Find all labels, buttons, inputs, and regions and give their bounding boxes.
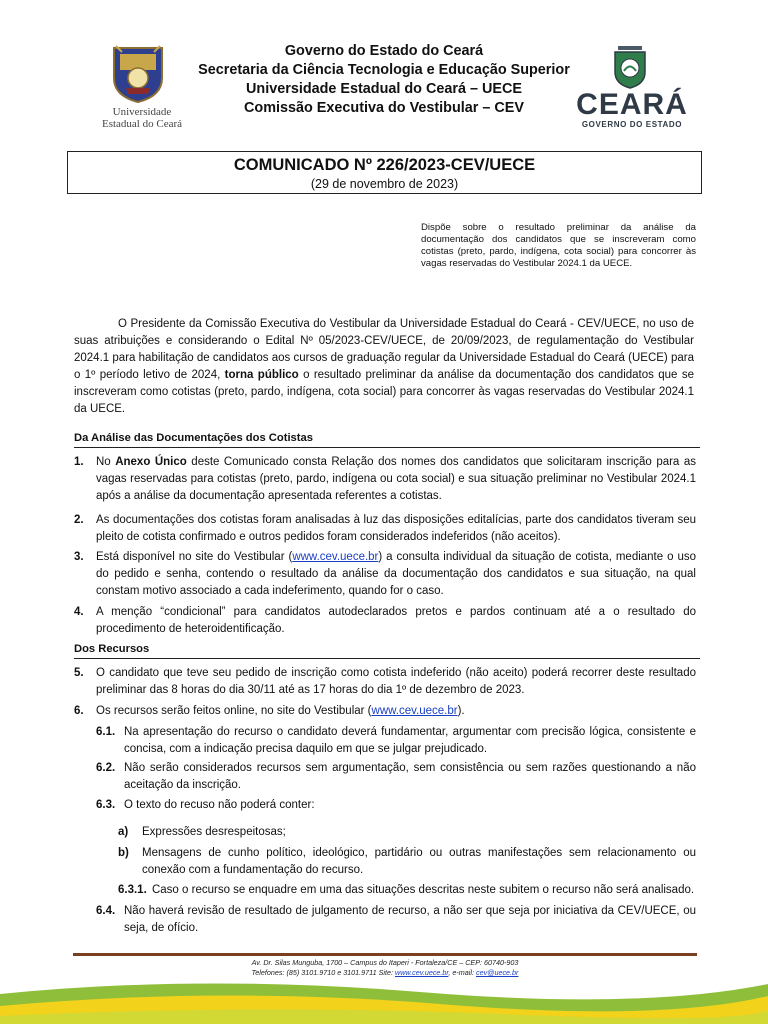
item-number: 5. xyxy=(74,667,84,679)
document-title: COMUNICADO Nº 226/2023-CEV/UECE xyxy=(233,156,536,174)
document-header xyxy=(190,42,578,118)
item-text xyxy=(96,454,696,505)
item-number: 6.1. xyxy=(96,726,116,738)
item-bold: Anexo Único xyxy=(115,456,187,468)
list-item-6-3-1 xyxy=(118,882,696,899)
item-text-part: deste Comunicado consta Relação dos nomes dos candidatos que solicitaram inscrição para as vagas reservadas para cotistas (preto, pardo, indígena ou cota social) e sua situação preliminar no Vestibular 2024.1 após a análise da documentação apresentada referentes a cotistas. xyxy=(96,456,696,502)
list-item-6-1 xyxy=(96,724,696,758)
item-number: 3. xyxy=(74,551,84,563)
item-text: Caso o recurso se enquadre em uma das situações descritas neste subitem o recurso não será analisado. xyxy=(151,884,695,896)
uece-crest-icon xyxy=(110,44,166,104)
header-line-4: Comissão Executiva do Vestibular – CEV xyxy=(244,100,524,116)
item-number: 2. xyxy=(74,514,84,526)
uece-logo xyxy=(96,44,188,138)
item-text-part: No xyxy=(96,456,116,468)
document-date: (29 de novembro de 2023) xyxy=(310,177,459,191)
header-line-2: Secretaria da Ciência Tecnologia e Educação Superior xyxy=(198,62,570,78)
list-item-b xyxy=(118,845,696,879)
footer-email-label: , e-mail: xyxy=(448,968,476,977)
ceara-subtitle: GOVERNO DO ESTADO xyxy=(581,120,683,129)
uece-logo-line-2: Estadual do Ceará xyxy=(101,118,183,130)
item-text: O candidato que teve seu pedido de inscrição como cotista indeferido (não aceito) poderá recorrer deste resultado preliminar das 8 horas do dia 30/11 até as 17 horas do dia 1º de dezembro de 2023. xyxy=(96,667,696,696)
item-text-part: ) a consulta individual da situação de cotista, mediante o uso do pedido e senha, contendo o resultado da análise da documentação dos candidatos e sua situação, na qual constam motivo associado a cada indeferimento, quando for o caso. xyxy=(96,551,696,597)
abstract: Dispõe sobre o resultado preliminar da análise da documentação dos candidatos que se inscreveram como cotistas (preto, pardo, indígena, cota social) para concorrer às vagas reservadas do Vestibular 2024.1 da UECE. xyxy=(421,222,696,269)
item-text xyxy=(96,703,696,720)
list-item-1 xyxy=(74,454,696,505)
section-heading-analysis: Da Análise das Documentações dos Cotistas xyxy=(74,431,700,448)
list-item-6 xyxy=(74,703,696,720)
list-item-a xyxy=(118,824,696,841)
footer-waves xyxy=(0,964,768,1024)
item-number: 6.3. xyxy=(96,799,116,811)
footer-divider xyxy=(73,953,697,956)
intro-bold: torna público xyxy=(224,369,299,381)
list-item-6-4 xyxy=(96,903,696,937)
item-number: 1. xyxy=(74,456,84,468)
vestibular-site-link[interactable]: www.cev.uece.br xyxy=(292,551,379,563)
item-text: A menção “condicional” para candidatos autodeclarados pretos e pardos continuam até a o resultado do procedimento de heteroidentificação. xyxy=(96,606,696,635)
vestibular-site-link[interactable]: www.cev.uece.br xyxy=(371,705,458,717)
item-number: 6.2. xyxy=(96,762,116,774)
item-text: Não haverá revisão de resultado de julgamento de recurso, a não ser que seja por iniciativa da CEV/UECE, ou seja, de ofício. xyxy=(124,905,696,934)
title-box xyxy=(67,151,702,194)
intro-text-1: O Presidente da Comissão Executiva do Vestibular da Universidade Estadual do Ceará - CEV/UECE, no uso de suas atribuições e considerando o Edital Nº 05/2023-CEV/UECE, de 20/09/2023, de regulamentação do Vestibular 2024.1 para habilitação de candidatos aos cursos de graduação regular da Universidade Estadual do Ceará (UECE) para o 1º período letivo de 2024, xyxy=(74,318,694,381)
item-number: b) xyxy=(118,847,129,859)
header-line-3: Universidade Estadual do Ceará – UECE xyxy=(246,81,522,97)
item-text: Na apresentação do recurso o candidato deverá fundamentar, argumentar com precisão lógica, consistente e concisa, com a indicação precisa daquilo em que se julgar prejudicado. xyxy=(124,726,696,755)
item-text: As documentações dos cotistas foram analisadas à luz das disposições editalícias, parte dos candidatos tiveram seu pleito de cotista confirmado e outros pedidos foram considerados indeferidos (não aceitos). xyxy=(96,514,696,543)
ceara-crest-icon xyxy=(610,44,650,90)
footer-email-link[interactable]: cev@uece.br xyxy=(475,968,519,977)
uece-logo-line-1: Universidade xyxy=(112,106,172,118)
list-item-5 xyxy=(74,665,696,699)
item-number: 4. xyxy=(74,606,84,618)
list-item-4 xyxy=(74,604,696,638)
list-item-3 xyxy=(74,549,696,600)
header-line-1: Governo do Estado do Ceará xyxy=(284,43,484,59)
footer-phones: Telefones: (85) 3101.9710 e 3101.9711 Site: xyxy=(251,968,396,977)
item-text: O texto do recuso não poderá conter: xyxy=(124,799,315,811)
item-text-part: Está disponível no site do Vestibular ( xyxy=(96,551,293,563)
list-item-6-2 xyxy=(96,760,696,794)
item-number: a) xyxy=(118,826,129,838)
uece-logo-text xyxy=(96,106,188,130)
footer-site-link[interactable]: www.cev.uece.br xyxy=(395,968,449,977)
list-item-6-3 xyxy=(96,797,696,814)
item-text: Expressões desrespeitosas; xyxy=(142,826,286,838)
item-text-part: Os recursos serão feitos online, no site do Vestibular ( xyxy=(96,705,372,717)
item-text: Mensagens de cunho político, ideológico, partidário ou outras manifestações sem relacionamento ou conexão com a fundamentação do recurso. xyxy=(142,847,696,876)
item-number: 6.4. xyxy=(96,905,116,917)
item-text: Não serão considerados recursos sem argumentação, sem consistência ou sem razões questionando a não aceitação da inscrição. xyxy=(124,762,696,791)
item-text-part: ). xyxy=(457,705,465,717)
intro-paragraph xyxy=(74,316,694,418)
section-heading-appeals: Dos Recursos xyxy=(74,642,700,659)
footer-address: Av. Dr. Silas Munguba, 1700 – Campus do Itaperi - Fortaleza/CE – CEP: 60740-903 xyxy=(251,958,519,967)
ceara-wordmark: CEARÁ xyxy=(576,88,688,121)
item-number: 6.3.1. xyxy=(118,884,147,896)
ceara-logo xyxy=(570,44,690,134)
item-text xyxy=(96,549,696,600)
item-number: 6. xyxy=(74,705,84,717)
intro-text-2: o resultado preliminar da análise da documentação dos candidatos que se inscreveram como cotistas (preto, pardo, indígena, cota social) para concorrer às vagas reservadas do Vestibular 2024.1 da UECE. xyxy=(74,369,694,415)
list-item-2 xyxy=(74,512,696,546)
